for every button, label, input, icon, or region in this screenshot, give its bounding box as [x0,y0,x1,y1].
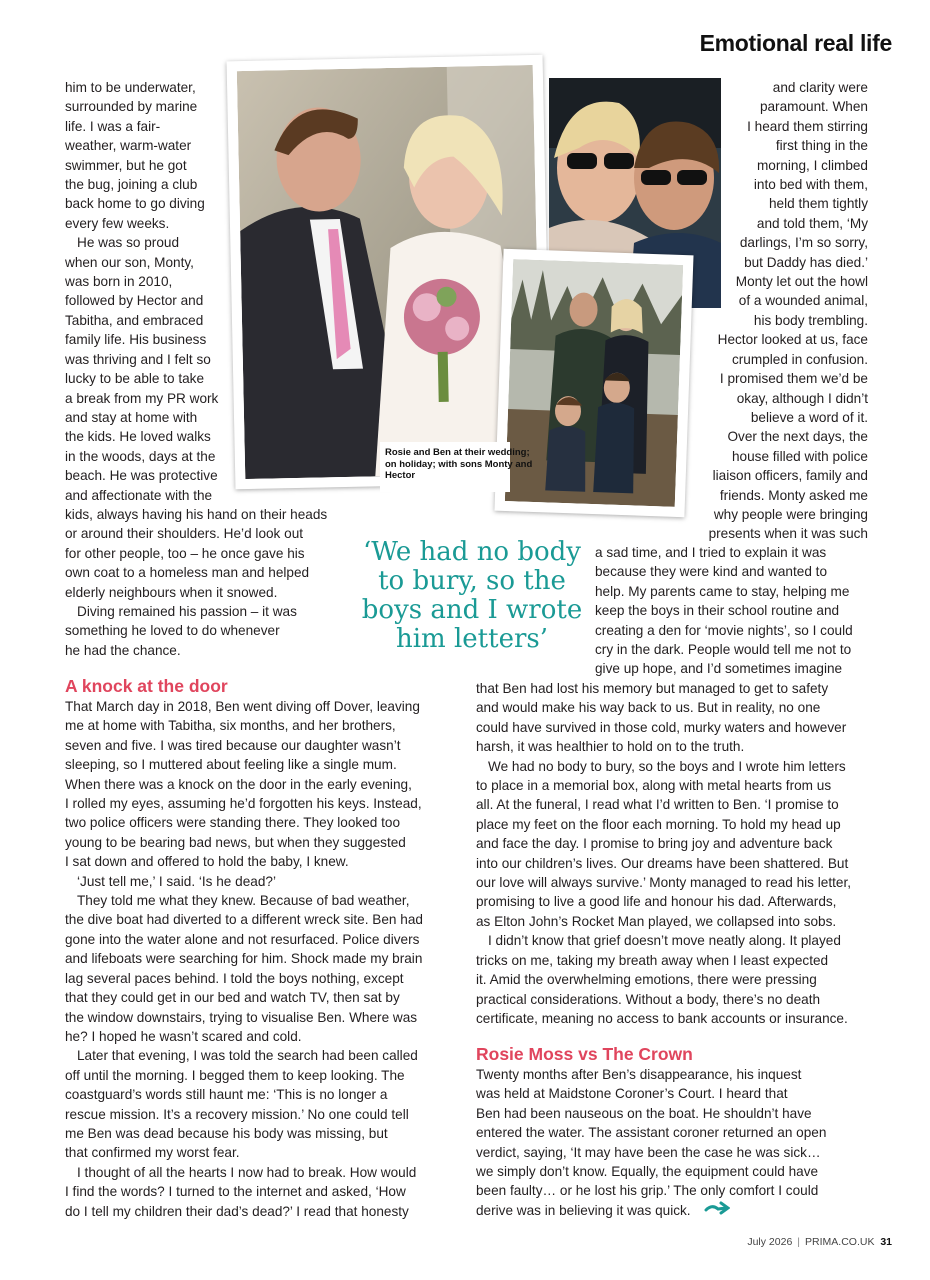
page-footer: July 2026 | PRIMA.CO.UK 31 [747,1236,892,1248]
text-line: me Ben was dead because his body was missing, but [65,1125,388,1141]
text-line: as Elton John’s Rocket Man played, we collapsed into sobs. [476,913,837,929]
text-line: something he loved to do whenever [65,623,280,639]
text-line: verdict, saying, ‘It may have been the case he was sick… [476,1144,821,1160]
text-line: that they could get in our bed and watch TV, then sat by [65,990,400,1006]
text-line: it. Amid the overwhelming emotions, there were pressing [476,972,817,988]
body-text-section2 [476,1065,876,1220]
text-line: I sat down and offered to hold the baby, I knew. [65,854,349,870]
text-line: was thriving and I felt so [65,351,211,367]
text-line: held them tightly [769,196,868,212]
text-line: house filled with police [731,448,868,464]
text-line: young to be bearing bad news, but when they suggested [65,834,406,850]
text-line: a break from my PR work [65,390,219,406]
text-line: Ben had been nauseous on the boat. He shouldn’t have [476,1105,812,1121]
text-line: We had no body to bury, so the boys and I wrote him letters [488,758,846,774]
text-line: give up hope, and I’d sometimes imagine [595,661,843,677]
text-line: could have survived in those cold, murky waters and however [476,719,847,735]
text-line: keep the boys in their school routine and [595,603,840,619]
text-line: sleeping, so I muttered about feeling like a single mum. [65,757,397,773]
text-line: creating a den for ‘movie nights’, so I could [595,622,853,638]
text-line: certificate, meaning no access to bank accounts or insurance. [476,1010,848,1026]
text-line: Hector looked at us, face [717,332,868,348]
pull-quote: ‘We had no body to bury, so the boys and I wrote him letters’ [361,537,583,654]
text-line: the dive boat had diverted to a different wreck site. Ben had [65,912,423,928]
text-line: coastguard’s words still haunt me: ‘This is no longer a [65,1087,388,1103]
text-line: I thought of all the hearts I now had to break. How would [77,1164,417,1180]
section-header: Emotional real life [699,30,892,56]
photo-caption: Rosie and Ben at their wedding; on holiday; with sons Monty and Hector [385,447,533,481]
text-line: okay, although I didn’t [736,390,868,406]
text-line: elderly neighbours when it snowed. [65,584,278,600]
text-line: all. At the funeral, I read what I’d written to Ben. ‘I promise to [476,797,839,813]
text-line: was born in 2010, [65,274,173,290]
text-line: and stay at home with [65,409,198,425]
text-line: his body trembling. [753,312,868,328]
text-line: help. My parents came to stay, helping me [595,583,850,599]
text-line: Later that evening, I was told the search had been called [77,1048,418,1064]
text-line: every few weeks. [65,215,170,231]
text-line: but Daddy has died.’ [744,254,868,270]
text-line: lucky to be able to take [65,371,205,387]
text-line: for other people, too – he once gave his [65,545,305,561]
text-line: swimmer, but he got [65,157,187,173]
text-line: and told them, ‘My [756,215,868,231]
body-text-right-mid [595,543,885,679]
text-line: friends. Monty asked me [719,487,868,503]
text-line: Monty let out the howl [735,274,868,290]
text-line: lag several paces behind. I told the boys nothing, except [65,970,404,986]
subheading-knock: A knock at the door [65,676,228,696]
text-line: and face the day. I promise to bring joy and adventure back [476,836,833,852]
footer-date: July 2026 [747,1236,793,1248]
text-line: that Ben had lost his memory but managed to get to safety [476,681,829,696]
text-line: own coat to a homeless man and helped [65,565,310,581]
text-line: Diving remained his passion – it was [77,603,297,619]
text-line: I find the words? I turned to the internet and asked, ‘How [65,1184,406,1200]
text-line: into bed with them, [753,177,868,193]
text-line: him to be underwater, [65,80,196,95]
text-line: family life. His business [65,332,207,348]
text-line: first thing in the [775,138,868,154]
text-line: derive was in believing it was quick. [476,1202,691,1218]
text-line: weather, warm-water [65,138,192,154]
footer-site: PRIMA.CO.UK [805,1236,875,1248]
text-line: When there was a knock on the door in the early evening, [65,776,412,792]
text-line: into our children’s lives. Our dreams have been shattered. But [476,855,849,871]
text-line: because they were kind and wanted to [595,564,828,580]
text-line: to place in a memorial box, along with metal hearts from us [476,778,832,794]
text-line: and lifeboats were searching for him. Shock made my brain [65,951,423,967]
text-line: He was so proud [77,235,180,251]
text-line: That March day in 2018, Ben went diving off Dover, leaving [65,699,420,714]
body-text-section1 [65,697,465,1221]
body-text-right-bottom [476,679,886,1028]
text-line: been faulty… or he lost his grip.’ The only comfort I could [476,1183,819,1199]
text-line: beach. He was protective [65,468,218,484]
arrow-end-icon [704,1200,730,1221]
text-line: back home to go diving [65,196,205,212]
text-line: we simply don’t know. Equally, the equipment could have [476,1164,819,1180]
text-line: he? I hoped he wasn’t scared and cold. [65,1028,302,1044]
text-line: of a wounded animal, [738,293,868,309]
text-line: our love will always survive.’ Monty managed to read his letter, [476,875,852,891]
text-line: I promised them we’d be [719,371,868,387]
text-line: off until the morning. I begged them to keep looking. The [65,1067,405,1083]
text-line: presents when it was such [708,526,868,542]
text-line: I heard them stirring [747,118,868,134]
text-line: two police officers were standing there. They looked too [65,815,401,831]
text-line: gone into the water alone and not resurfaced. Police divers [65,931,420,947]
text-line: liaison officers, family and [712,468,868,484]
text-line: surrounded by marine [65,99,198,115]
text-line: in the woods, days at the [65,448,216,464]
text-line: place my feet on the floor each morning. To hold my head up [476,816,841,832]
text-line: Tabitha, and embraced [65,312,204,328]
text-line: a sad time, and I tried to explain it was [595,545,827,560]
text-line: was held at Maidstone Coroner’s Court. I heard that [476,1086,788,1102]
text-line: morning, I climbed [756,157,868,173]
text-line: or around their shoulders. He’d look out [65,526,304,542]
text-line: kids, always having his hand on their heads [65,506,328,522]
text-line: They told me what they knew. Because of bad weather, [77,893,410,909]
text-line: the bug, joining a club [65,177,198,193]
text-line: followed by Hector and [65,293,204,309]
text-line: harsh, it was healthier to hold on to the truth. [476,739,745,755]
text-line: practical considerations. Without a body, there’s no death [476,991,821,1007]
page-number: 31 [880,1236,892,1248]
text-line: believe a word of it. [750,409,868,425]
subheading-crown: Rosie Moss vs The Crown [476,1044,693,1064]
text-line: Over the next days, the [727,429,868,445]
text-line: promising to live a good life and honour his dad. Afterwards, [476,894,837,910]
text-line: do I tell my children their dad’s dead?’ I read that honesty [65,1203,409,1219]
text-line: and would make his way back to us. But in reality, no one [476,700,821,716]
text-line: ‘Just tell me,’ I said. ‘Is he dead?’ [77,873,276,889]
text-line: seven and five. I was tired because our daughter wasn’t [65,737,401,753]
text-line: me at home with Tabitha, six months, and her brothers, [65,718,396,734]
text-line: and affectionate with the [65,487,213,503]
text-line: that confirmed my worst fear. [65,1145,240,1161]
text-line: he had the chance. [65,642,181,658]
text-line: tricks on me, taking my breath away when I least expected [476,952,829,968]
text-line: entered the water. The assistant coroner returned an open [476,1125,827,1141]
text-line: paramount. When [759,99,868,115]
text-line: the kids. He loved walks [65,429,211,445]
text-line: why people were bringing [713,506,868,522]
text-line: rescue mission. It’s a recovery mission.’ No one could tell [65,1106,409,1122]
text-line: I didn’t know that grief doesn’t move neatly along. It played [488,933,841,949]
text-line: and clarity were [772,80,868,95]
text-line: cry in the dark. People would tell me not to [595,642,852,658]
text-line: Twenty months after Ben’s disappearance, his inquest [476,1067,802,1082]
text-line: I rolled my eyes, assuming he’d forgotten his keys. Instead, [65,796,422,812]
text-line: darlings, I’m so sorry, [739,235,868,251]
text-line: when our son, Monty, [65,254,194,270]
text-line: life. I was a fair- [65,118,161,134]
text-line: crumpled in confusion. [731,351,868,367]
text-line: the window downstairs, trying to visualise Ben. Where was [65,1009,418,1025]
